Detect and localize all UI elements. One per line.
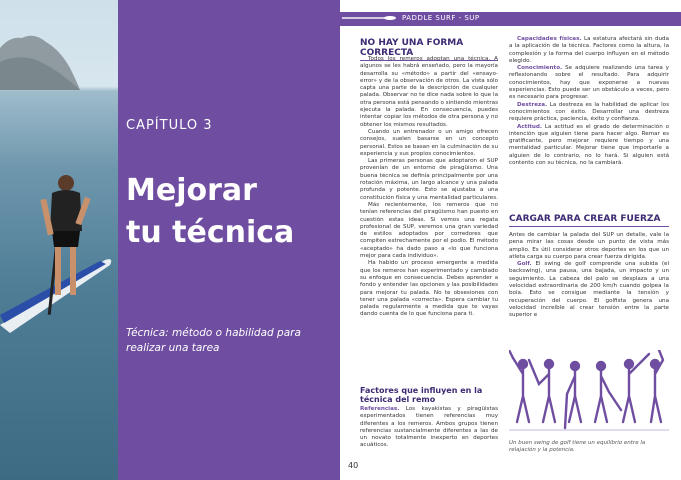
golf-paragraph	[509, 261, 669, 319]
section2-paragraph	[360, 406, 498, 450]
paddler-photo	[0, 0, 118, 480]
section2-heading: Factores que influyen en la técnica del remo	[360, 386, 483, 404]
section2-text: Los kayakistas y piragüistas experimentados tienen referencias muy diferentes a los remeros. Ambos grupos tienen referencias sustancialmente diferentes a las de un novato totalmente inexperto en deportes acuáticos.	[360, 406, 499, 449]
factor-lead: Actitud.	[517, 123, 543, 130]
factor-lead: Conocimiento.	[517, 65, 563, 72]
chapter-title	[126, 170, 294, 254]
factor-lead: Destreza.	[517, 101, 548, 108]
section1-paragraph: Todos los remeros adoptan una técnica. A algunos se les habrá enseñado, pero la mayoría desarrolla su «método» a partir del «ensayo-error» y de la observación de otros. La vista sólo capta una parte de la descripción de cualquier palada. Observar no te dice nada sobre lo que la otra persona está pensando o sintiendo mientras ejecuta la palada. En consecuencia, puedes intentar copiar los métodos de otra persona y no obtener los mismos resultados.	[360, 56, 498, 128]
factor-item	[509, 65, 669, 101]
golf-text: El swing de golf comprende una subida (el backswing), una pausa, una bajada, un impacto y un seguimiento. La cabeza del palo se desplaza a una velocidad extraordinaria de 200 km/h cuando golpea la bola. Esto se consigue mediante la tensión y recuperación del cuerpo. El golfista genera una velocidad increíble al crear tensión entre la parte superior e	[509, 261, 670, 319]
paddleboard-icon	[342, 16, 396, 20]
factor-text: La destreza es la habilidad de aplicar los conocimientos con éxito. Desarrollar una destreza requiere práctica, paciencia, éxito y confianza.	[509, 101, 670, 123]
cargar-paragraph: Antes de cambiar la palada del SUP un detalle, vale la pena mirar las cosas desde un punto de vista más amplio. Es útil considerar otros deportes en los que un atleta carga su cuerpo para crear fuerza dirigida.	[509, 232, 669, 260]
factor-text: La estatura afectará sin duda a la aplicación de la técnica. Factores como la altura, la complexión y la forma del cuerpo influyen en el método elegido.	[509, 36, 670, 64]
section1-paragraph: Ha habido un proceso emergente a medida que los remeros han experimentado y cambiado su enfoque en consecuencia. Debes aprender a fondo y entender las opciones y las posibilidades para mejorar tu palada. No te obsesiones con tener una palada «correcta». Espera cambiar tu palada regularmente a medida que te vayas dando cuenta de lo que funciona para ti.	[360, 260, 498, 318]
illustration-caption: Un buen swing de golf tiene un equilibrio entre la relajación y la potencia.	[509, 440, 646, 453]
golf-lead: Golf.	[517, 261, 532, 268]
section1-paragraph: Más recientemente, los remeros que no tenían referencias del piragüismo han puesto en cuestión estas ideas. Si vemos una regata profesional de SUP, veremos una gran variedad de estilos adoptados por corredores que compiten estrechamente por el podio. El método «aceptado» ha dado paso a «lo que funciona mejor para cada individuo».	[360, 201, 498, 260]
page-number: 40	[348, 461, 359, 470]
section-heading-no-forma-correcta: NO HAY UNA FORMA CORRECTA	[360, 38, 498, 61]
factor-text: La actitud es el grado de determinación o intención que alguien tiene para hacer algo. Remar es gratificante, pero mejorar requiere tiempo y una mentalidad particular. Mejorar tiene que importarle a alguien de lo contrario, no lo hará. Si alguien está contento con su técnica, no la cambiará.	[509, 123, 669, 167]
factor-item	[509, 102, 669, 124]
running-header-text: PADDLE SURF - SUP	[402, 14, 480, 22]
chapter-title-line2: tu técnica	[126, 215, 295, 250]
section-heading-cargar-fuerza: CARGAR PARA CREAR FUERZA	[509, 214, 669, 227]
section1-paragraph: Cuando un entrenador o un amigo ofrecen consejos, suelen basarse en un concepto personal. Estos se basan en la culminación de su experiencia y sus propios conocimientos.	[360, 128, 498, 157]
factor-text: Se adquiere realizando una tarea y reflexionando sobre el resultado. Para adquirir conocimientos, hay que exponerse a nuevas experiencias. Esto puede ser un obstáculo a veces, pero es necesario para progresar.	[509, 65, 669, 101]
section1-paragraph: Las primeras personas que adoptaron el SUP provenían de un entorno de piragüismo. Una buena técnica se definía principalmente por una rotación máxima, un largo alcance y una palada profunda y potente. Esto se ajustaba a una constitución física y una mentalidad particulares.	[360, 158, 498, 201]
section2-body	[360, 406, 498, 450]
factor-item	[509, 124, 669, 168]
factor-lead: Capacidades físicas.	[517, 36, 582, 42]
golf-swing-illustration	[509, 350, 669, 438]
factor-item	[509, 36, 669, 65]
chapter-title-line1: Mejorar	[126, 173, 257, 208]
right-column-bottom	[509, 232, 669, 320]
section1-body	[360, 56, 498, 319]
paddler-figure	[0, 165, 118, 335]
chapter-label: CAPÍTULO 3	[126, 118, 213, 133]
headland-image	[0, 28, 80, 98]
chapter-subtitle: Técnica: método o habilidad para realizar una tarea	[126, 327, 301, 354]
right-column-top	[509, 36, 669, 167]
section2-lead: Referencias.	[360, 406, 400, 412]
